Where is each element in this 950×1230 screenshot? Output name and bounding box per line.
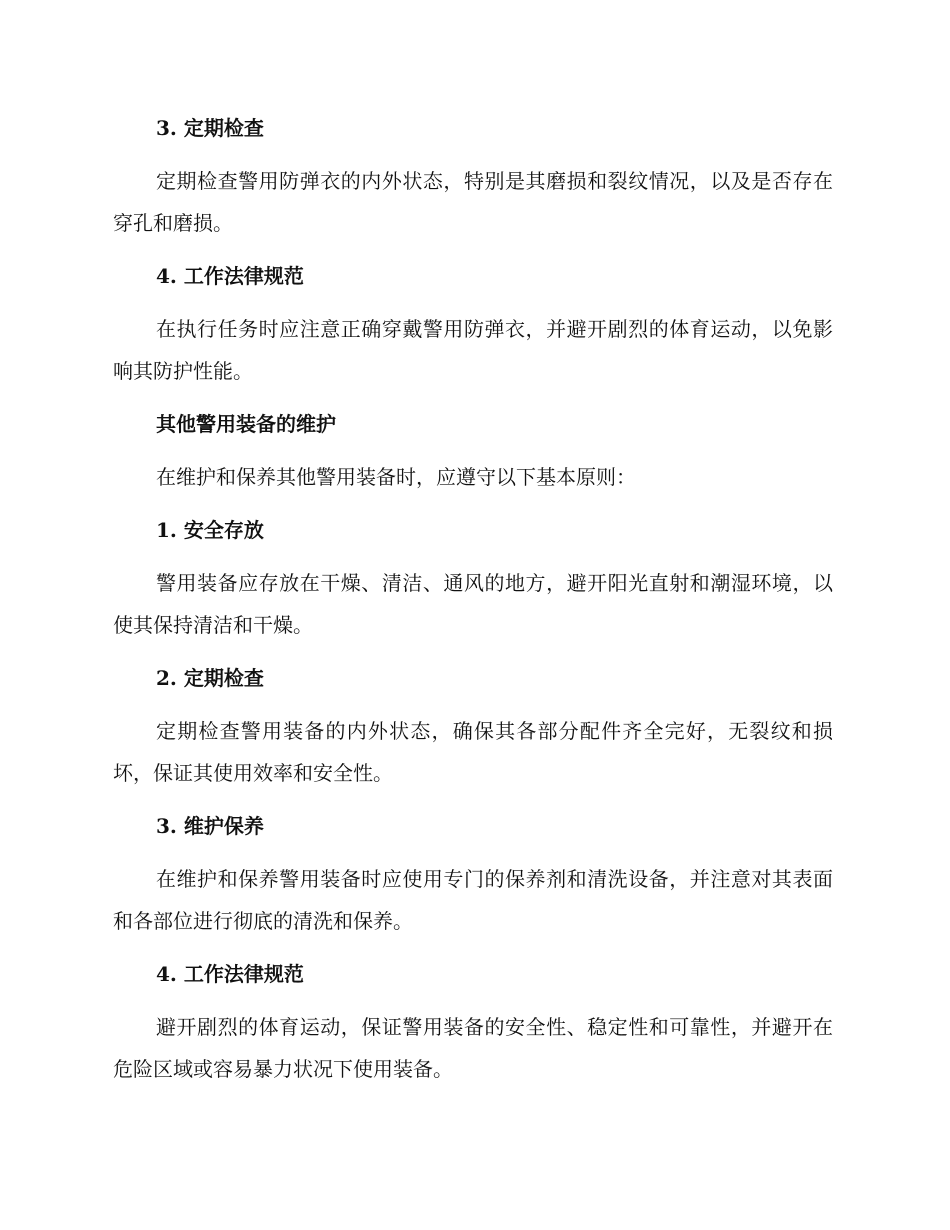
paragraph-equipment-inspection: 定期检查警用装备的内外状态，确保其各部分配件齐全完好，无裂纹和损坏，保证其使用效率和安全性。 xyxy=(113,719,833,785)
section-heading-equipment-legal: 4. 工作法律规范 xyxy=(156,962,304,986)
paragraph-vest-legal: 在执行任务时应注意正确穿戴警用防弹衣，并避开剧烈的体育运动，以免影响其防护性能。 xyxy=(113,317,833,383)
paragraph-safe-storage: 警用装备应存放在干燥、清洁、通风的地方，避开阳光直射和潮湿环境，以使其保持清洁和干燥。 xyxy=(113,571,833,637)
section-heading-safe-storage: 1. 安全存放 xyxy=(156,518,264,542)
section-heading-vest-inspection: 3. 定期检查 xyxy=(156,116,264,140)
paragraph-other-equipment-intro: 在维护和保养其他警用装备时，应遵守以下基本原则： xyxy=(156,465,636,489)
section-heading-maintenance: 3. 维护保养 xyxy=(156,814,264,838)
section-heading-equipment-inspection: 2. 定期检查 xyxy=(156,666,264,690)
paragraph-equipment-legal: 避开剧烈的体育运动，保证警用装备的安全性、稳定性和可靠性，并避开在危险区域或容易暴力状况下使用装备。 xyxy=(113,1015,833,1081)
paragraph-maintenance: 在维护和保养警用装备时应使用专门的保养剂和清洗设备，并注意对其表面和各部位进行彻底的清洗和保养。 xyxy=(113,867,833,933)
section-heading-vest-legal: 4. 工作法律规范 xyxy=(156,264,304,288)
paragraph-vest-inspection: 定期检查警用防弹衣的内外状态，特别是其磨损和裂纹情况，以及是否存在穿孔和磨损。 xyxy=(113,169,833,235)
section-heading-other-equipment: 其他警用装备的维护 xyxy=(156,412,336,436)
document-body xyxy=(113,108,833,1102)
